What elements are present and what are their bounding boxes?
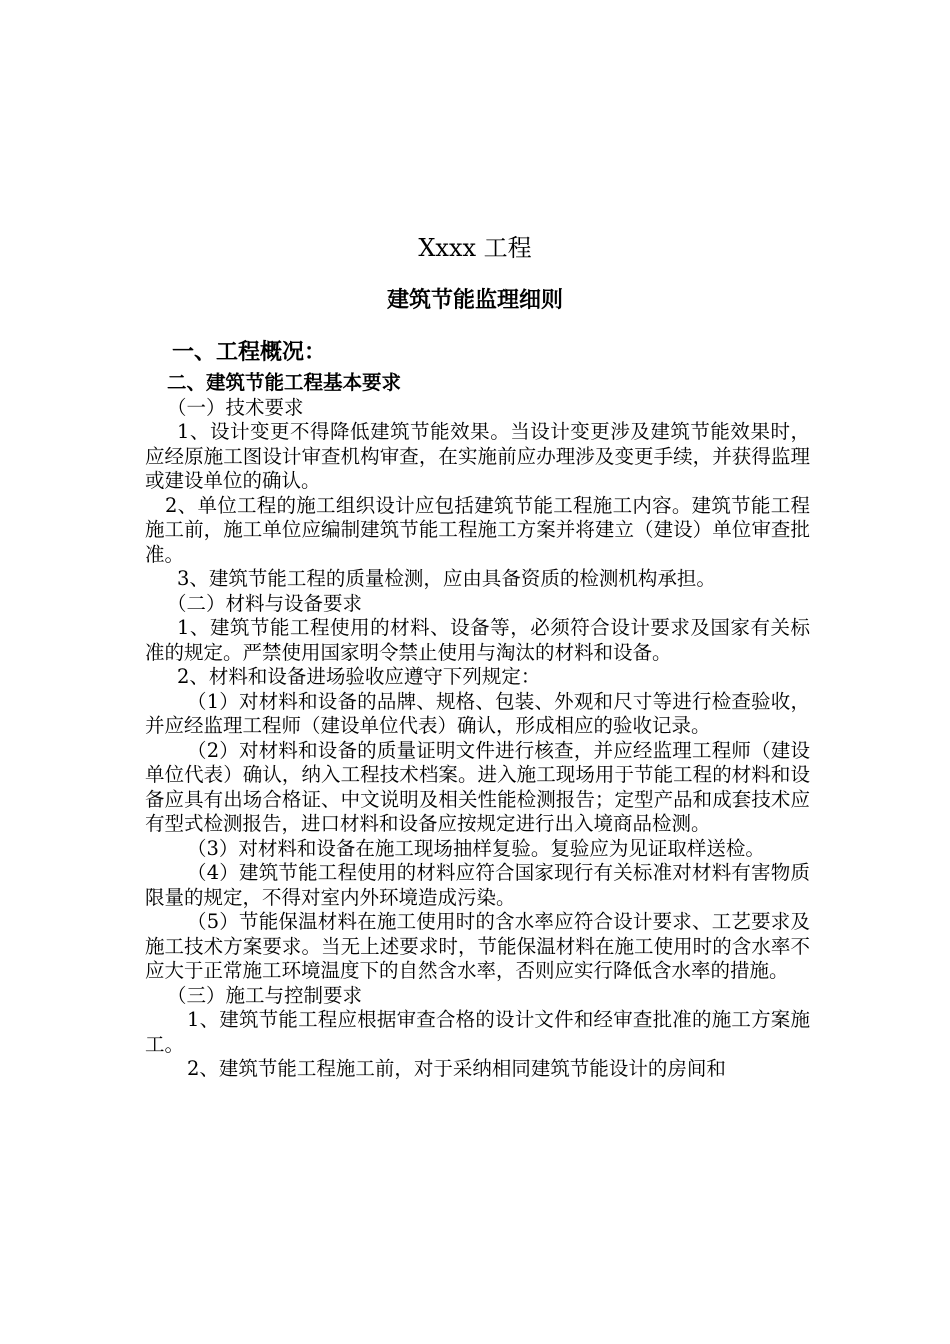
paragraph: （1）对材料和设备的品牌、规格、包装、外观和尺寸等进行检查验收，并应经监理工程师（建设单位代表）确认，形成相应的验收记录。	[145, 689, 810, 737]
paragraph: 1、设计变更不得降低建筑节能效果。当设计变更涉及建筑节能效果时，应经原施工图设计审查机构审查，在实施前应办理涉及变更手续，并获得监理或建设单位的确认。	[145, 420, 810, 492]
section-heading-requirements: 二、建筑节能工程基本要求	[167, 371, 402, 394]
paragraph: 1、建筑节能工程使用的材料、设备等，必须符合设计要求及国家有关标准的规定。严禁使用国家明令禁止使用与淘汰的材料和设备。	[145, 616, 810, 664]
paragraph: （2）对材料和设备的质量证明文件进行核查，并应经监理工程师（建设单位代表）确认，纳入工程技术档案。进入施工现场用于节能工程的材料和设备应具有出场合格证、中文说明及相关性能检测报告；定型产品和成套技术应有型式检测报告，进口材料和设备应按规定进行出入境商品检测。	[145, 738, 810, 835]
document-subtitle: 建筑节能监理细则	[386, 287, 563, 313]
paragraph: （3）对材料和设备在施工现场抽样复验。复验应为见证取样送检。	[187, 836, 765, 860]
document-body	[145, 371, 810, 1082]
paragraph: （5）节能保温材料在施工使用时的含水率应符合设计要求、工艺要求及施工技术方案要求。当无上述要求时，节能保温材料在施工使用时的含水率不应大于正常施工环境温度下的自然含水率，否则应实行降低含水率的措施。	[145, 910, 810, 982]
subheading-technical: （一）技术要求	[167, 395, 304, 419]
subheading-materials: （二）材料与设备要求	[167, 591, 363, 615]
paragraph: 2、材料和设备进场验收应遵守下列规定：	[177, 665, 541, 688]
document-title: Xxxx 工程	[418, 234, 532, 262]
paragraph: （4）建筑节能工程使用的材料应符合国家现行有关标准对材料有害物质限量的规定，不得对室内外环境造成污染。	[145, 861, 810, 909]
subheading-construction: （三）施工与控制要求	[167, 983, 363, 1007]
section-heading-overview: 一、工程概况：	[172, 339, 327, 365]
paragraph: 1、建筑节能工程应根据审查合格的设计文件和经审查批准的施工方案施工。	[145, 1008, 810, 1056]
paragraph: 3、建筑节能工程的质量检测，应由具备资质的检测机构承担。	[177, 567, 716, 590]
paragraph: 2、单位工程的施工组织设计应包括建筑节能工程施工内容。建筑节能工程施工前，施工单位应编制建筑节能工程施工方案并将建立（建设）单位审查批准。	[145, 493, 810, 566]
paragraph: 2、建筑节能工程施工前，对于采纳相同建筑节能设计的房间和	[187, 1057, 726, 1080]
